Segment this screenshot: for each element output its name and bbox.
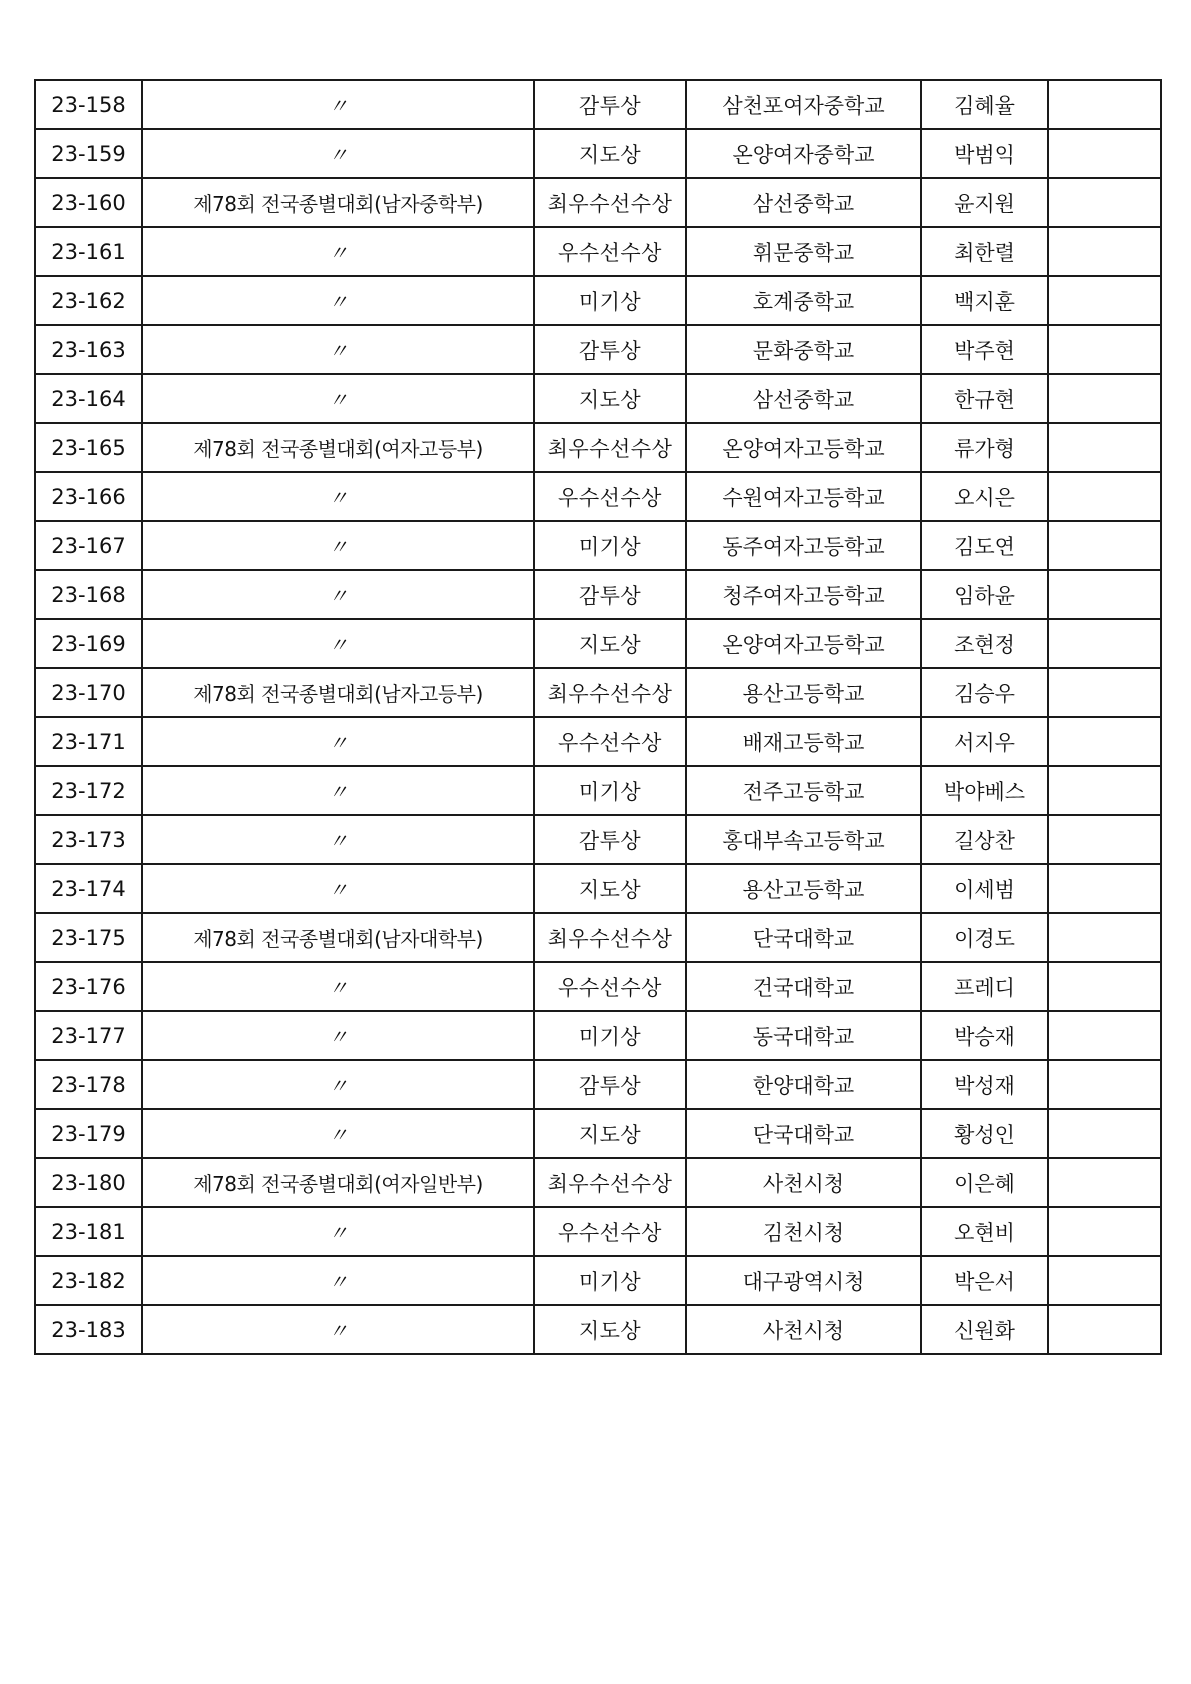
award-number-cell: 23-180 xyxy=(35,1158,142,1207)
school-cell: 홍대부속고등학교 xyxy=(686,815,921,864)
award-number-cell: 23-177 xyxy=(35,1011,142,1060)
event-name-cell: 〃 xyxy=(142,227,534,276)
table-row xyxy=(35,178,1161,227)
table-row xyxy=(35,1060,1161,1109)
recipient-name-cell: 최한렬 xyxy=(921,227,1048,276)
event-name-cell: 〃 xyxy=(142,80,534,129)
event-name-cell: 〃 xyxy=(142,619,534,668)
table-row xyxy=(35,325,1161,374)
table-row xyxy=(35,619,1161,668)
table-row xyxy=(35,472,1161,521)
recipient-name-cell: 박은서 xyxy=(921,1256,1048,1305)
recipient-name-cell: 길상찬 xyxy=(921,815,1048,864)
award-type-cell: 감투상 xyxy=(534,1060,686,1109)
note-cell xyxy=(1048,178,1161,227)
table-row xyxy=(35,766,1161,815)
school-cell: 동국대학교 xyxy=(686,1011,921,1060)
event-name-cell: 〃 xyxy=(142,1011,534,1060)
event-name-cell: 제78회 전국종별대회(여자고등부) xyxy=(142,423,534,472)
award-type-cell: 미기상 xyxy=(534,766,686,815)
award-number-cell: 23-181 xyxy=(35,1207,142,1256)
note-cell xyxy=(1048,717,1161,766)
recipient-name-cell: 박성재 xyxy=(921,1060,1048,1109)
school-cell: 용산고등학교 xyxy=(686,668,921,717)
recipient-name-cell: 김도연 xyxy=(921,521,1048,570)
recipient-name-cell: 윤지원 xyxy=(921,178,1048,227)
school-cell: 삼선중학교 xyxy=(686,374,921,423)
award-number-cell: 23-167 xyxy=(35,521,142,570)
recipient-name-cell: 이경도 xyxy=(921,913,1048,962)
event-name-cell: 〃 xyxy=(142,325,534,374)
note-cell xyxy=(1048,815,1161,864)
recipient-name-cell: 신원화 xyxy=(921,1305,1048,1354)
school-cell: 건국대학교 xyxy=(686,962,921,1011)
event-name-cell: 〃 xyxy=(142,374,534,423)
award-type-cell: 우수선수상 xyxy=(534,1207,686,1256)
award-number-cell: 23-163 xyxy=(35,325,142,374)
school-cell: 호계중학교 xyxy=(686,276,921,325)
event-name-cell: 〃 xyxy=(142,570,534,619)
note-cell xyxy=(1048,423,1161,472)
school-cell: 한양대학교 xyxy=(686,1060,921,1109)
award-number-cell: 23-175 xyxy=(35,913,142,962)
award-number-cell: 23-159 xyxy=(35,129,142,178)
event-name-cell: 〃 xyxy=(142,815,534,864)
table-row xyxy=(35,815,1161,864)
school-cell: 수원여자고등학교 xyxy=(686,472,921,521)
award-type-cell: 우수선수상 xyxy=(534,717,686,766)
table-row xyxy=(35,668,1161,717)
award-type-cell: 지도상 xyxy=(534,864,686,913)
award-number-cell: 23-164 xyxy=(35,374,142,423)
note-cell xyxy=(1048,766,1161,815)
school-cell: 휘문중학교 xyxy=(686,227,921,276)
event-name-cell: 〃 xyxy=(142,276,534,325)
table-row xyxy=(35,374,1161,423)
award-type-cell: 감투상 xyxy=(534,325,686,374)
table-row xyxy=(35,717,1161,766)
award-number-cell: 23-182 xyxy=(35,1256,142,1305)
school-cell: 단국대학교 xyxy=(686,1109,921,1158)
note-cell xyxy=(1048,962,1161,1011)
event-name-cell: 〃 xyxy=(142,717,534,766)
note-cell xyxy=(1048,1256,1161,1305)
award-type-cell: 미기상 xyxy=(534,1256,686,1305)
note-cell xyxy=(1048,1305,1161,1354)
note-cell xyxy=(1048,521,1161,570)
recipient-name-cell: 박주현 xyxy=(921,325,1048,374)
award-type-cell: 우수선수상 xyxy=(534,227,686,276)
award-number-cell: 23-176 xyxy=(35,962,142,1011)
note-cell xyxy=(1048,1011,1161,1060)
note-cell xyxy=(1048,913,1161,962)
school-cell: 삼선중학교 xyxy=(686,178,921,227)
award-number-cell: 23-158 xyxy=(35,80,142,129)
award-type-cell: 우수선수상 xyxy=(534,962,686,1011)
event-name-cell: 제78회 전국종별대회(여자일반부) xyxy=(142,1158,534,1207)
event-name-cell: 〃 xyxy=(142,864,534,913)
table-row xyxy=(35,913,1161,962)
note-cell xyxy=(1048,570,1161,619)
award-type-cell: 지도상 xyxy=(534,129,686,178)
note-cell xyxy=(1048,227,1161,276)
recipient-name-cell: 백지훈 xyxy=(921,276,1048,325)
school-cell: 온양여자고등학교 xyxy=(686,423,921,472)
award-list-table xyxy=(34,79,1162,1355)
award-rows xyxy=(35,80,1161,1354)
award-number-cell: 23-161 xyxy=(35,227,142,276)
award-number-cell: 23-168 xyxy=(35,570,142,619)
award-number-cell: 23-171 xyxy=(35,717,142,766)
award-type-cell: 미기상 xyxy=(534,276,686,325)
note-cell xyxy=(1048,325,1161,374)
school-cell: 온양여자중학교 xyxy=(686,129,921,178)
recipient-name-cell: 박승재 xyxy=(921,1011,1048,1060)
award-number-cell: 23-173 xyxy=(35,815,142,864)
note-cell xyxy=(1048,472,1161,521)
award-type-cell: 미기상 xyxy=(534,521,686,570)
school-cell: 김천시청 xyxy=(686,1207,921,1256)
recipient-name-cell: 류가형 xyxy=(921,423,1048,472)
event-name-cell: 〃 xyxy=(142,472,534,521)
table-row xyxy=(35,570,1161,619)
award-number-cell: 23-165 xyxy=(35,423,142,472)
note-cell xyxy=(1048,129,1161,178)
note-cell xyxy=(1048,1207,1161,1256)
recipient-name-cell: 이세범 xyxy=(921,864,1048,913)
table-row xyxy=(35,276,1161,325)
table-row xyxy=(35,962,1161,1011)
award-type-cell: 우수선수상 xyxy=(534,472,686,521)
event-name-cell: 제78회 전국종별대회(남자고등부) xyxy=(142,668,534,717)
note-cell xyxy=(1048,1060,1161,1109)
award-number-cell: 23-172 xyxy=(35,766,142,815)
school-cell: 용산고등학교 xyxy=(686,864,921,913)
recipient-name-cell: 서지우 xyxy=(921,717,1048,766)
event-name-cell: 〃 xyxy=(142,1256,534,1305)
event-name-cell: 〃 xyxy=(142,1207,534,1256)
award-number-cell: 23-174 xyxy=(35,864,142,913)
recipient-name-cell: 한규현 xyxy=(921,374,1048,423)
recipient-name-cell: 임하윤 xyxy=(921,570,1048,619)
recipient-name-cell: 프레디 xyxy=(921,962,1048,1011)
award-type-cell: 지도상 xyxy=(534,619,686,668)
school-cell: 단국대학교 xyxy=(686,913,921,962)
award-number-cell: 23-160 xyxy=(35,178,142,227)
note-cell xyxy=(1048,864,1161,913)
school-cell: 문화중학교 xyxy=(686,325,921,374)
recipient-name-cell: 오시은 xyxy=(921,472,1048,521)
table-row xyxy=(35,1207,1161,1256)
note-cell xyxy=(1048,374,1161,423)
recipient-name-cell: 이은혜 xyxy=(921,1158,1048,1207)
award-type-cell: 최우수선수상 xyxy=(534,423,686,472)
table-row xyxy=(35,227,1161,276)
award-number-cell: 23-162 xyxy=(35,276,142,325)
recipient-name-cell: 박야베스 xyxy=(921,766,1048,815)
recipient-name-cell: 황성인 xyxy=(921,1109,1048,1158)
table-row xyxy=(35,521,1161,570)
event-name-cell: 〃 xyxy=(142,1109,534,1158)
award-type-cell: 최우수선수상 xyxy=(534,178,686,227)
school-cell: 삼천포여자중학교 xyxy=(686,80,921,129)
school-cell: 배재고등학교 xyxy=(686,717,921,766)
school-cell: 온양여자고등학교 xyxy=(686,619,921,668)
award-type-cell: 감투상 xyxy=(534,570,686,619)
award-number-cell: 23-183 xyxy=(35,1305,142,1354)
award-type-cell: 최우수선수상 xyxy=(534,913,686,962)
school-cell: 동주여자고등학교 xyxy=(686,521,921,570)
recipient-name-cell: 김혜율 xyxy=(921,80,1048,129)
table-row xyxy=(35,80,1161,129)
table-row xyxy=(35,1305,1161,1354)
award-number-cell: 23-178 xyxy=(35,1060,142,1109)
table-row xyxy=(35,1011,1161,1060)
event-name-cell: 〃 xyxy=(142,129,534,178)
event-name-cell: 〃 xyxy=(142,766,534,815)
award-type-cell: 감투상 xyxy=(534,815,686,864)
event-name-cell: 〃 xyxy=(142,962,534,1011)
table-row xyxy=(35,129,1161,178)
table-row xyxy=(35,1256,1161,1305)
event-name-cell: 〃 xyxy=(142,1060,534,1109)
award-type-cell: 감투상 xyxy=(534,80,686,129)
note-cell xyxy=(1048,619,1161,668)
award-type-cell: 미기상 xyxy=(534,1011,686,1060)
table-row xyxy=(35,864,1161,913)
table-row xyxy=(35,1158,1161,1207)
school-cell: 사천시청 xyxy=(686,1158,921,1207)
recipient-name-cell: 조현정 xyxy=(921,619,1048,668)
event-name-cell: 〃 xyxy=(142,1305,534,1354)
note-cell xyxy=(1048,1109,1161,1158)
table-row xyxy=(35,1109,1161,1158)
award-number-cell: 23-179 xyxy=(35,1109,142,1158)
school-cell: 전주고등학교 xyxy=(686,766,921,815)
award-number-cell: 23-169 xyxy=(35,619,142,668)
school-cell: 사천시청 xyxy=(686,1305,921,1354)
award-number-cell: 23-166 xyxy=(35,472,142,521)
note-cell xyxy=(1048,668,1161,717)
award-type-cell: 지도상 xyxy=(534,1305,686,1354)
award-type-cell: 최우수선수상 xyxy=(534,668,686,717)
note-cell xyxy=(1048,80,1161,129)
event-name-cell: 제78회 전국종별대회(남자중학부) xyxy=(142,178,534,227)
table-row xyxy=(35,423,1161,472)
event-name-cell: 제78회 전국종별대회(남자대학부) xyxy=(142,913,534,962)
award-type-cell: 지도상 xyxy=(534,1109,686,1158)
award-number-cell: 23-170 xyxy=(35,668,142,717)
note-cell xyxy=(1048,276,1161,325)
recipient-name-cell: 오현비 xyxy=(921,1207,1048,1256)
note-cell xyxy=(1048,1158,1161,1207)
school-cell: 대구광역시청 xyxy=(686,1256,921,1305)
recipient-name-cell: 김승우 xyxy=(921,668,1048,717)
school-cell: 청주여자고등학교 xyxy=(686,570,921,619)
award-type-cell: 지도상 xyxy=(534,374,686,423)
event-name-cell: 〃 xyxy=(142,521,534,570)
award-type-cell: 최우수선수상 xyxy=(534,1158,686,1207)
recipient-name-cell: 박범익 xyxy=(921,129,1048,178)
